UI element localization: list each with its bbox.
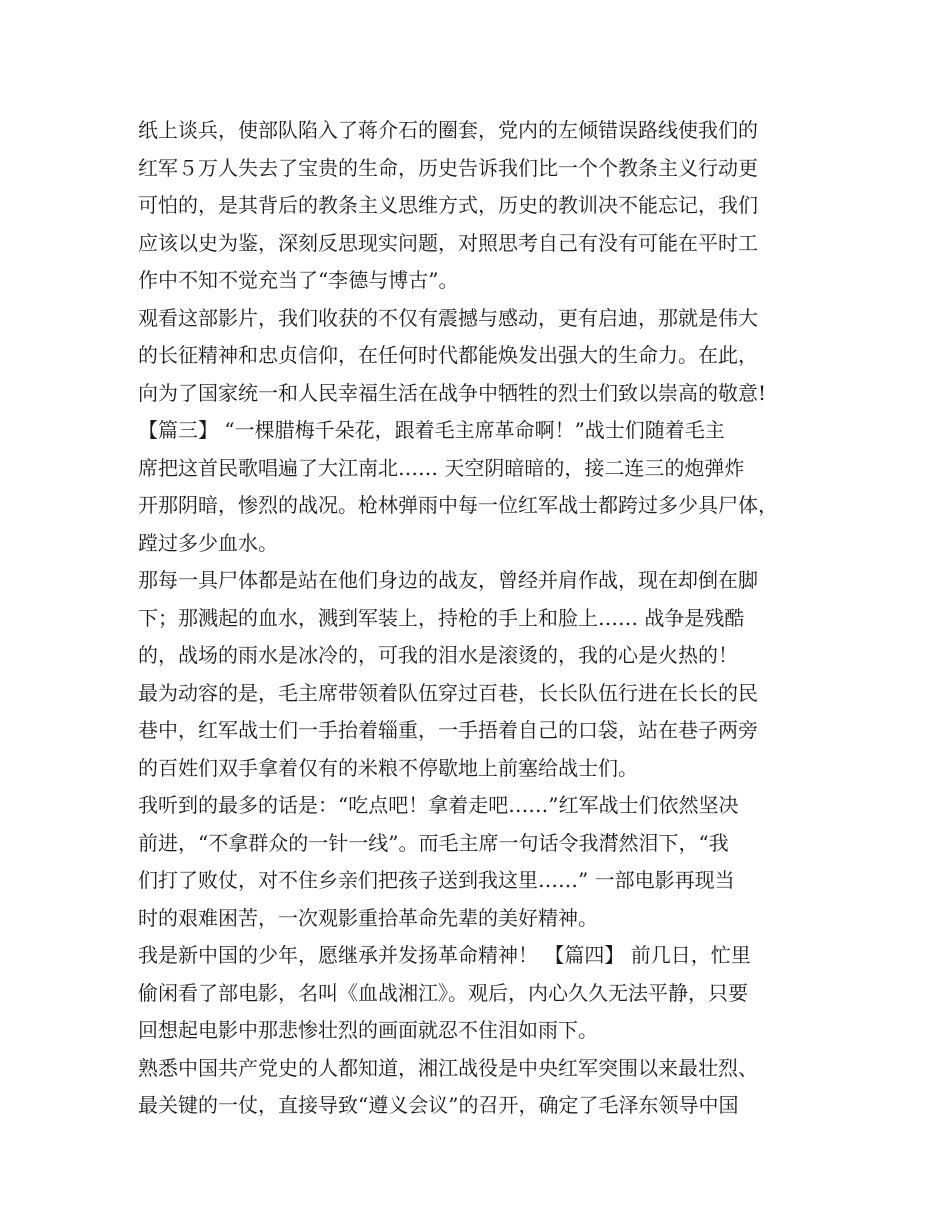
text-line: 我是新中国的少年，愿继承并发扬革命精神！ 【篇四】 前几日，忙里 xyxy=(138,943,751,967)
text-line: 时的艰难困苦，一次观影重拾革命先辈的美好精神。 xyxy=(138,905,598,930)
text-line: 可怕的，是其背后的教条主义思维方式，历史的教训决不能忘记，我们 xyxy=(138,193,758,217)
document-page xyxy=(138,112,818,1125)
text-line: 席把这首民歌唱遍了大江南北…… 天空阴暗暗的，接二连三的炮弹炸 xyxy=(138,455,745,480)
text-line: 巷中，红军战士们一手抬着辎重，一手捂着自己的口袋，站在巷子两旁 xyxy=(138,718,758,742)
text-line: 最关键的一仗，直接导致“遵义会议”的召开，确定了毛泽东领导中国 xyxy=(138,1093,739,1117)
text-line: 向为了国家统一和人民幸福生活在战争中牺牲的烈士们致以崇高的敬意! xyxy=(138,380,767,405)
text-line: 的长征精神和忠贞信仰，在任何时代都能焕发出强大的生命力。在此， xyxy=(138,343,758,367)
text-line: 熟悉中国共产党史的人都知道，湘江战役是中央红军突围以来最壮烈、 xyxy=(138,1055,758,1080)
text-line: 下；那溅起的血水，溅到军装上，持枪的手上和脸上…… 战争是残酷 xyxy=(138,605,745,630)
text-line: 前进，“不拿群众的一针一线”。而毛主席一句话令我潸然泪下，“我 xyxy=(138,830,729,855)
text-line: 们打了败仗，对不住乡亲们把孩子送到我这里……” 一部电影再现当 xyxy=(138,868,735,892)
text-line: 我听到的最多的话是：“吃点吧！拿着走吧……”红军战士们依然坚决 xyxy=(138,793,739,817)
text-line: 开那阴暗，惨烈的战况。枪林弹雨中每一位红军战士都跨过多少具尸体， xyxy=(138,493,778,517)
text-line: 回想起电影中那悲惨壮烈的画面就忍不住泪如雨下。 xyxy=(138,1018,598,1042)
text-line: 偷闲看了部电影，名叫《血战湘江》。观后，内心久久无法平静，只要 xyxy=(138,980,748,1005)
text-line: 的，战场的雨水是冰冷的，可我的泪水是滚烫的，我的心是火热的！ xyxy=(138,643,738,667)
text-line: 最为动容的是，毛主席带领着队伍穿过百巷，长长队伍行进在长长的民 xyxy=(138,680,758,705)
text-line: 应该以史为鉴，深刻反思现实问题，对照思考自己有没有可能在平时工 xyxy=(138,230,758,255)
text-line: 的百姓们双手拿着仅有的米粮不停歇地上前塞给战士们。 xyxy=(138,755,638,780)
text-line: 【篇三】 “一棵腊梅千朵花，跟着毛主席革命啊！”战士们随着毛主 xyxy=(138,418,725,442)
text-line: 纸上谈兵，使部队陷入了蒋介石的圈套，党内的左倾错误路线使我们的 xyxy=(138,118,758,142)
text-line: 观看这部影片，我们收获的不仅有震撼与感动，更有启迪，那就是伟大 xyxy=(138,305,758,330)
text-line: 作中不知不觉充当了“李德与博古”。 xyxy=(138,268,459,292)
text-line: 那每一具尸体都是站在他们身边的战友，曾经并肩作战，现在却倒在脚 xyxy=(138,568,758,592)
text-line: 红军５万人失去了宝贵的生命，历史告诉我们比一个个教条主义行动更 xyxy=(138,155,758,180)
text-line: 蹚过多少血水。 xyxy=(138,530,278,555)
